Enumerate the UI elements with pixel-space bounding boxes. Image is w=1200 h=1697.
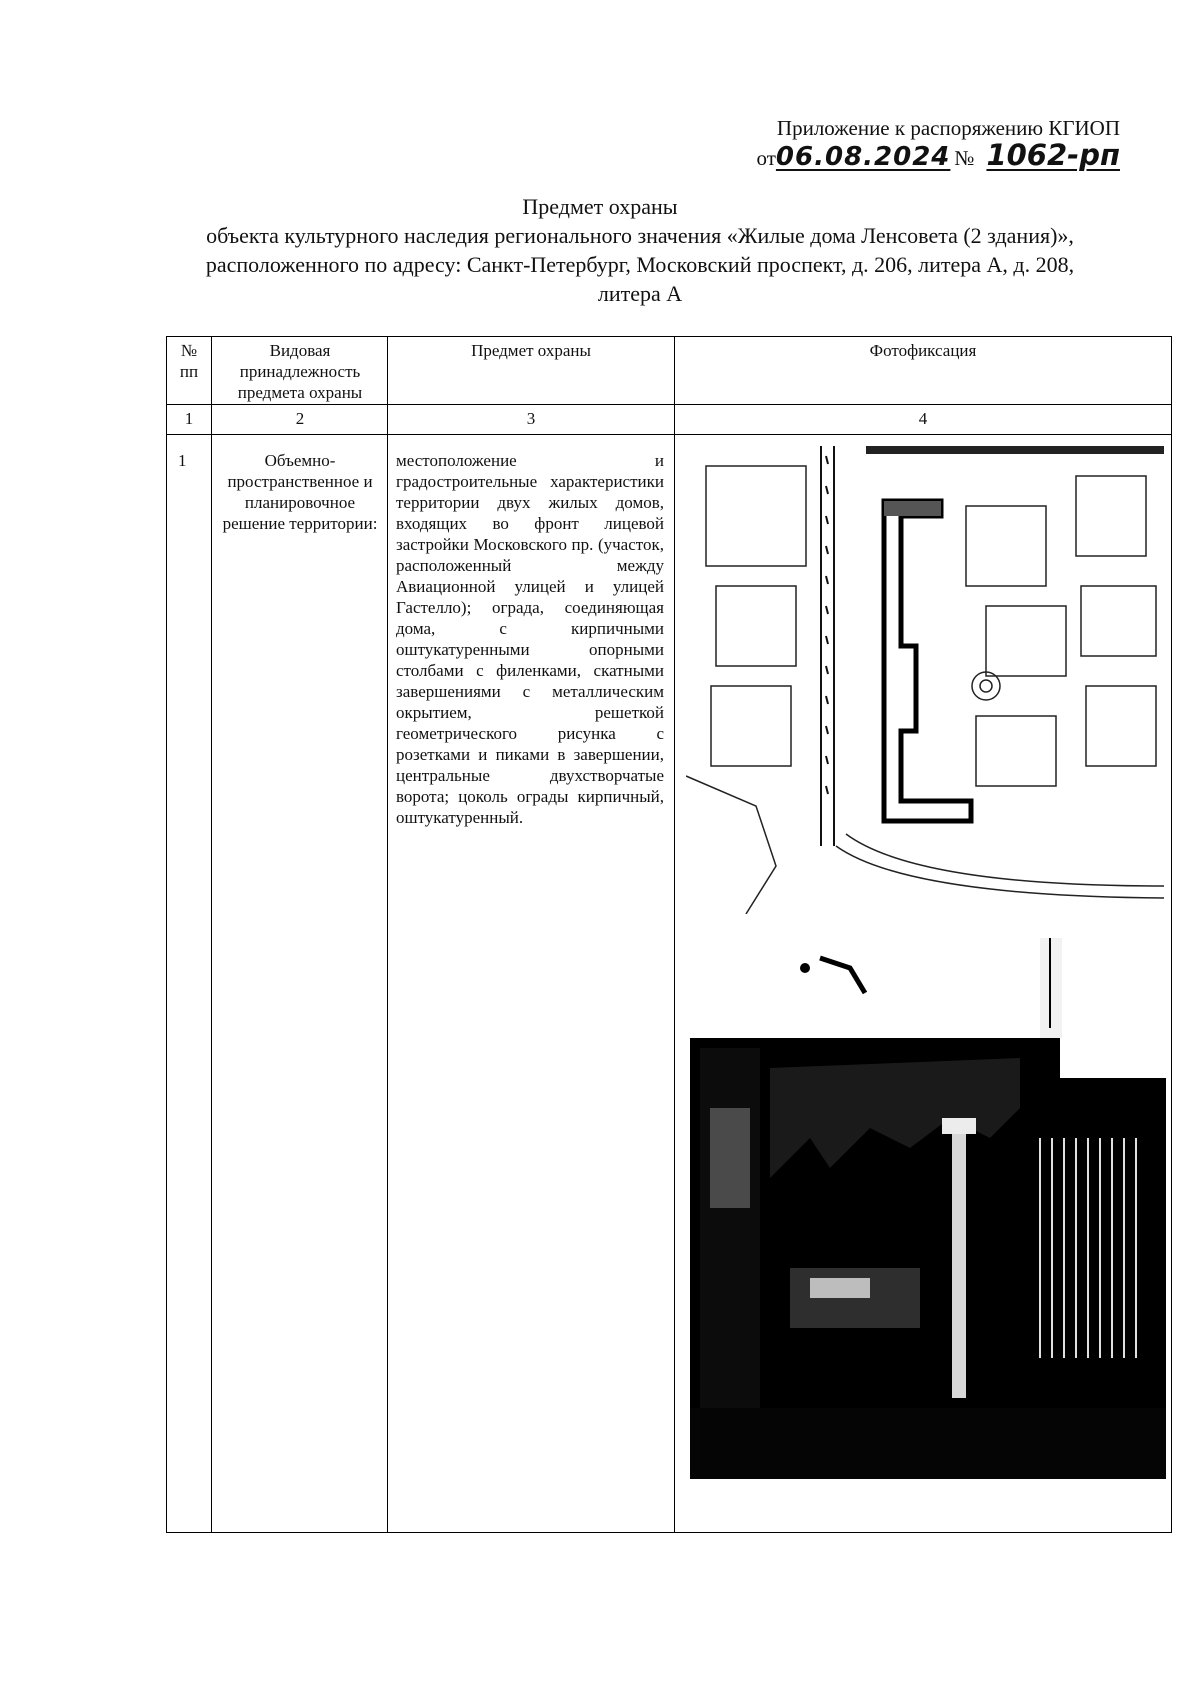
handwritten-order-number: 1062-рп — [986, 138, 1120, 172]
column-number-2: 2 — [295, 409, 305, 428]
table-line-header — [166, 404, 1172, 405]
number-sign: № — [954, 146, 975, 170]
document-title: Предмет охраны — [522, 194, 678, 219]
appendix-heading: Приложение к распоряжению КГИОП — [776, 116, 1120, 140]
table-border-top — [166, 336, 1172, 337]
fence-gate-photo-icon — [690, 938, 1166, 1479]
column-number-3: 3 — [526, 409, 536, 428]
site-plan-map-icon — [686, 446, 1164, 914]
column-number-1: 1 — [184, 409, 194, 428]
header-kind: Видовая принадлежность предмета охраны — [237, 341, 363, 402]
handwritten-date: 06.08.2024 — [775, 142, 951, 172]
document-subtitle: объекта культурного наследия регионального значения «Жилые дома Ленсовета (2 здания)», расположенного по адресу: Санкт-Петербург, Московский проспект, д. 206, литера А, д. 208, литера А — [205, 223, 1075, 306]
table-border-bottom — [166, 1532, 1172, 1533]
header-subject: Предмет охраны — [471, 341, 591, 360]
order-date-line — [690, 138, 1120, 172]
row-kind: Объемно-пространственное и планировочное решение территории: — [222, 451, 378, 533]
table-line-numbering — [166, 434, 1172, 435]
column-number-4: 4 — [918, 409, 928, 428]
header-photo: Фотофиксация — [869, 341, 977, 360]
from-prefix: от — [756, 146, 776, 170]
row-number: 1 — [178, 451, 187, 470]
table-col-divider-3 — [674, 336, 675, 1533]
fence-gate-photo-image — [690, 938, 1166, 1479]
site-plan-map-image — [686, 446, 1164, 914]
table-col-divider-1 — [211, 336, 212, 1533]
table-border-left — [166, 336, 167, 1533]
header-number: № пп — [179, 341, 199, 381]
table-col-divider-2 — [387, 336, 388, 1533]
table-border-right — [1171, 336, 1172, 1533]
row-subject-text: местоположение и градостроительные характеристики территории двух жилых домов, входящих во фронт лицевой застройки Московского пр. (участок, расположенный между Авиационной улицей и улицей Гастелло); ограда, соединяющая дома, с кирпичными оштукатуренными опорными столбами с филенками, скатными завершениями с металлическим окрытием, решеткой геометрического рисунка с розетками и пиками в завершении, центральные двухстворчатые ворота; цоколь ограды кирпичный, оштукатуренный. — [396, 451, 664, 827]
